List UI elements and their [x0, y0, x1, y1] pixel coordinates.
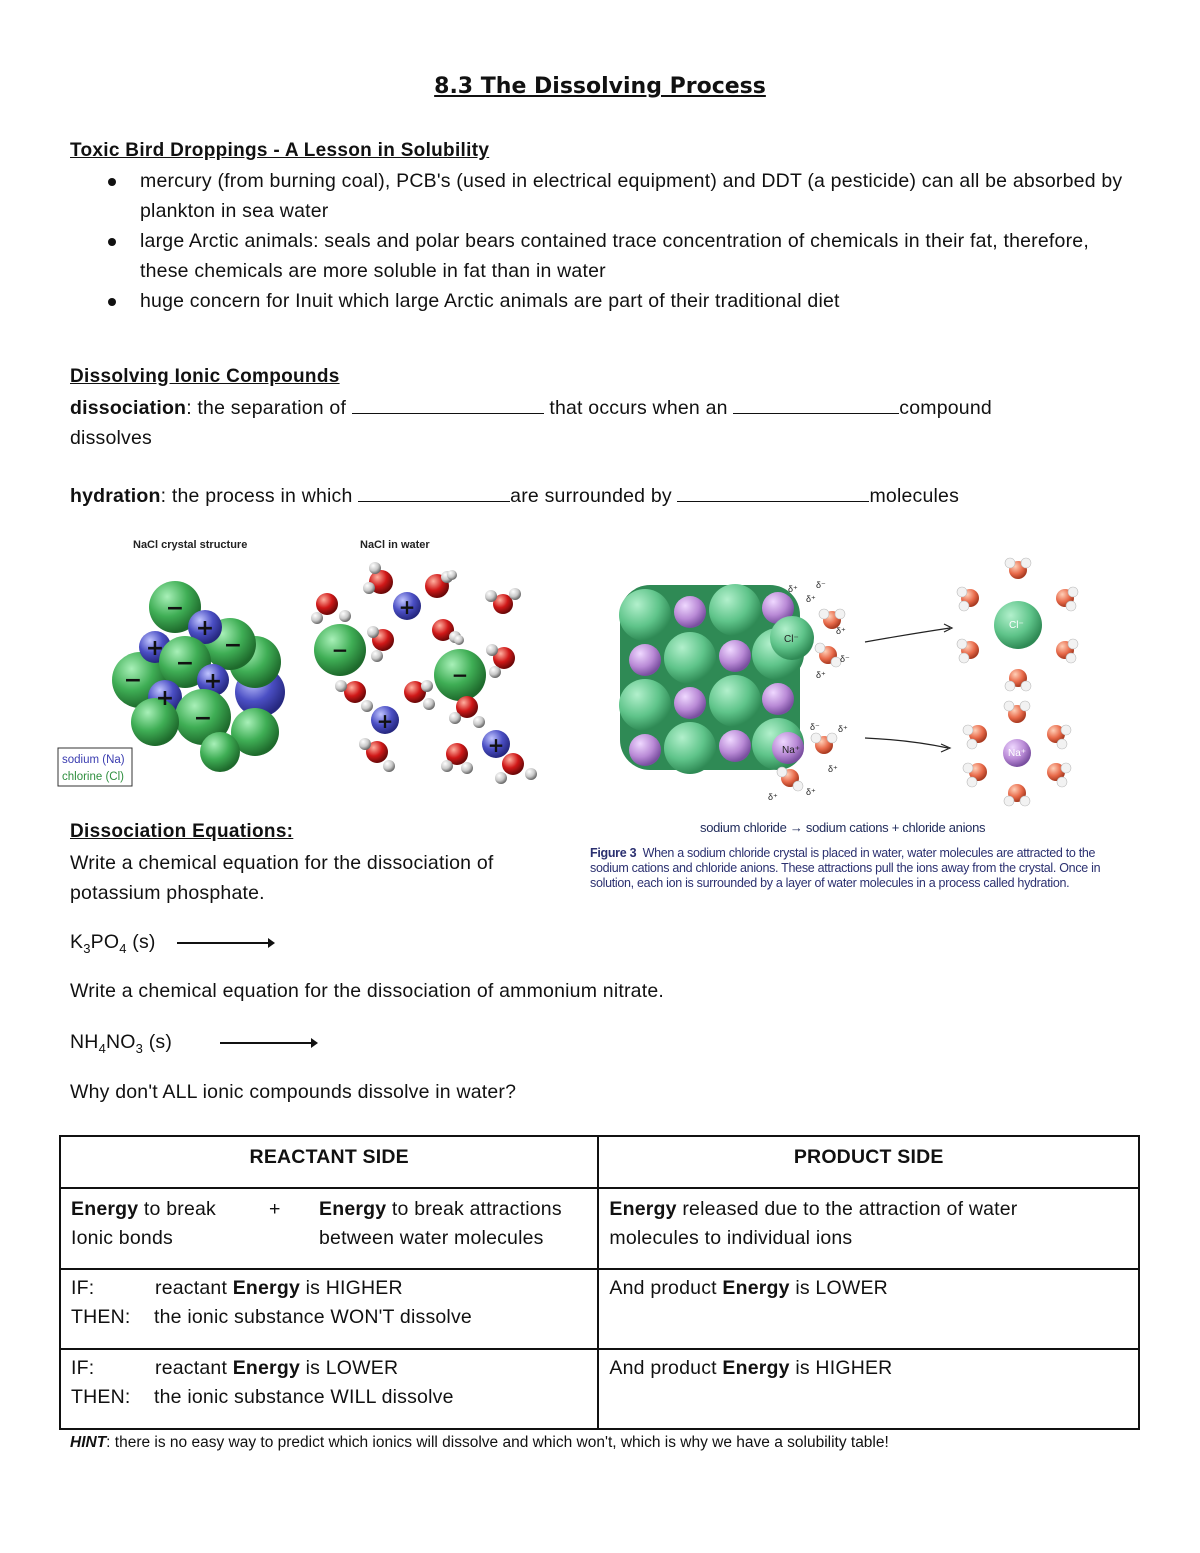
fill-blank[interactable] — [677, 483, 869, 502]
delta-plus-label: δ⁺ — [816, 670, 826, 680]
list-item: huge concern for Inuit which large Arctic animals are part of their traditional diet — [70, 286, 1130, 316]
delta-minus-label: δ⁻ — [840, 654, 850, 664]
cell-text: molecules to individual ions — [609, 1227, 853, 1249]
delta-plus-label: δ⁺ — [828, 764, 838, 774]
arrow-to-sodium — [865, 738, 948, 748]
plus-sign: + — [398, 595, 416, 619]
then-label: THEN: — [71, 1306, 131, 1328]
prompt-potassium-phosphate: Write a chemical equation for the dissociation of potassium phosphate. — [70, 852, 494, 904]
solubility-question: Why don't ALL ionic compounds dissolve in water? — [70, 1081, 517, 1103]
cell-text: is LOWER — [789, 1277, 888, 1299]
definition-text: molecules — [869, 485, 960, 507]
equation-potassium-phosphate — [70, 927, 273, 964]
reaction-arrow — [220, 1042, 316, 1044]
energy-term: Energy — [232, 1357, 300, 1379]
toxic-bullet-list — [70, 166, 1130, 316]
higher-product-cell — [598, 1349, 1139, 1429]
hint-note — [70, 1434, 889, 1452]
subscript: 4 — [119, 940, 127, 956]
energy-term: Energy — [722, 1357, 790, 1379]
dissociation-definition — [70, 393, 1140, 453]
fill-blank[interactable] — [733, 395, 899, 414]
subscript: 3 — [83, 940, 91, 956]
delta-plus-label: δ⁺ — [768, 792, 778, 802]
table-row — [60, 1188, 1139, 1269]
cell-text: to break attractions — [386, 1198, 562, 1220]
water-label: NaCl in water — [360, 539, 430, 551]
caption-label: Figure 3 — [590, 846, 637, 860]
cell-text: between water molecules — [319, 1227, 544, 1249]
higher-energy-cell — [60, 1269, 598, 1349]
cell-text: is HIGHER — [300, 1277, 403, 1299]
then-label: THEN: — [71, 1386, 131, 1408]
plus-sign: + — [145, 636, 165, 661]
minus-sign: − — [175, 651, 195, 676]
dissociation-term: dissociation — [70, 397, 187, 419]
ionic-bond-energy — [71, 1195, 269, 1253]
energy-table — [59, 1135, 1140, 1430]
lower-product-cell — [598, 1269, 1139, 1349]
plus-sign: + — [203, 669, 223, 694]
delta-plus-label: δ⁺ — [806, 787, 816, 797]
cell-text: the ionic substance WON'T dissolve — [154, 1306, 472, 1328]
plus-sign: + — [487, 733, 505, 757]
prompt-ammonium-nitrate: Write a chemical equation for the dissociation of ammonium nitrate. — [70, 980, 664, 1002]
product-side-header: PRODUCT SIDE — [598, 1136, 1139, 1188]
definition-text: : the process in which — [160, 485, 359, 507]
fill-blank[interactable] — [358, 483, 510, 502]
cell-text: released due to the attraction of water — [676, 1198, 1018, 1220]
ionic-heading: Dissolving Ionic Compounds — [70, 366, 340, 387]
if-label: IF: — [71, 1357, 95, 1379]
cell-text: is HIGHER — [789, 1357, 893, 1379]
figure-equation: sodium chloride → sodium cations + chloride anions — [700, 820, 986, 835]
cell-text: And product — [609, 1357, 723, 1379]
definition-text: are surrounded by — [510, 485, 678, 507]
reactant-side-header: REACTANT SIDE — [60, 1136, 598, 1188]
fill-blank[interactable] — [352, 395, 544, 414]
minus-sign: − — [451, 663, 469, 687]
subscript: 4 — [98, 1040, 107, 1056]
cell-text: the ionic substance WILL dissolve — [154, 1386, 454, 1408]
equation-text: (s) — [143, 1031, 173, 1053]
list-item: mercury (from burning coal), PCB's (used in electrical equipment) and DDT (a pesticide) can all be absorbed by plankton in sea water — [70, 166, 1130, 226]
reactant-energy-cell — [60, 1188, 598, 1269]
delta-minus-label: δ⁻ — [816, 580, 826, 590]
energy-term: Energy — [609, 1198, 677, 1220]
crystal-label: NaCl crystal structure — [133, 539, 248, 551]
cell-text: And product — [609, 1277, 723, 1299]
water-attraction-energy — [319, 1195, 562, 1253]
definition-text: that occurs when an — [543, 397, 734, 419]
delta-plus-label: δ⁺ — [836, 626, 846, 636]
equation-text: (s) — [126, 931, 156, 953]
cell-text: Ionic bonds — [71, 1227, 173, 1249]
plus-sign: + — [195, 616, 215, 641]
hint-label: HINT — [70, 1434, 107, 1451]
plus-sign: + — [155, 686, 175, 711]
list-item: large Arctic animals: seals and polar bears contained trace concentration of chemicals in their fat, therefore, these chemicals are more soluble in fat than in water — [70, 226, 1130, 286]
cell-text: to break — [138, 1198, 216, 1220]
equation-ammonium-nitrate — [70, 1027, 316, 1064]
energy-term: Energy — [722, 1277, 790, 1299]
minus-sign: − — [193, 706, 213, 731]
equations-heading: Dissociation Equations: — [70, 821, 294, 842]
hydration-figure — [610, 550, 1120, 820]
table-row — [60, 1136, 1139, 1188]
energy-term: Energy — [319, 1198, 387, 1220]
hydration-term: hydration — [70, 485, 161, 507]
minus-sign: − — [165, 596, 185, 621]
definition-text: dissolves — [70, 427, 152, 449]
energy-term: Energy — [71, 1198, 139, 1220]
hydrated-chloride-label: Cl⁻ — [1009, 620, 1024, 631]
lower-energy-cell — [60, 1349, 598, 1429]
hint-text: : there is no easy way to predict which ionics will dissolve and which won't, which is why we have a solubility table! — [106, 1434, 889, 1451]
plus-sign: + — [269, 1198, 281, 1220]
caption-text: When a sodium chloride crystal is placed in water, water molecules are attracted to the sodium cations and chloride anions. These attractions pull the ions away from the crystal. Once in solution, each ion is surrounded by a layer of water molecules in a process called hydration. — [590, 846, 1101, 890]
arrow-to-chloride — [865, 628, 950, 642]
equation-text: NH — [70, 1031, 99, 1053]
hydration-definition — [70, 481, 1140, 511]
legend-chlorine: chlorine (Cl) — [62, 771, 124, 783]
equation-text: K — [70, 931, 84, 953]
subscript: 3 — [135, 1040, 144, 1056]
hydrated-sodium-label: Na⁺ — [1008, 748, 1027, 759]
minus-sign: − — [223, 633, 243, 658]
delta-plus-label: δ⁺ — [806, 594, 816, 604]
energy-term: Energy — [232, 1277, 300, 1299]
cell-text: reactant — [155, 1357, 233, 1379]
cell-text: is LOWER — [300, 1357, 399, 1379]
delta-plus-label: δ⁺ — [838, 724, 848, 734]
minus-sign: − — [123, 668, 143, 693]
toxic-heading: Toxic Bird Droppings - A Lesson in Solubility — [70, 140, 490, 161]
minus-sign: − — [331, 638, 349, 662]
if-label: IF: — [71, 1277, 95, 1299]
equation-text: PO — [90, 931, 120, 953]
sodium-label: Na⁺ — [782, 745, 801, 756]
equation-text: NO — [106, 1031, 136, 1053]
reaction-arrow — [177, 942, 273, 944]
table-row — [60, 1349, 1139, 1429]
table-row — [60, 1269, 1139, 1349]
definition-text: compound — [899, 397, 992, 419]
plus-sign: + — [376, 709, 394, 733]
figure-caption — [590, 846, 1110, 891]
definition-text: : the separation of — [186, 397, 352, 419]
cell-text: reactant — [155, 1277, 233, 1299]
product-energy-cell — [598, 1188, 1139, 1269]
delta-minus-label: δ⁻ — [810, 722, 820, 732]
nacl-figure — [55, 532, 550, 794]
chloride-label: Cl⁻ — [784, 634, 799, 645]
delta-plus-label: δ⁺ — [788, 584, 798, 594]
page-title: 8.3 The Dissolving Process — [434, 74, 766, 99]
legend-sodium: sodium (Na) — [62, 754, 125, 766]
